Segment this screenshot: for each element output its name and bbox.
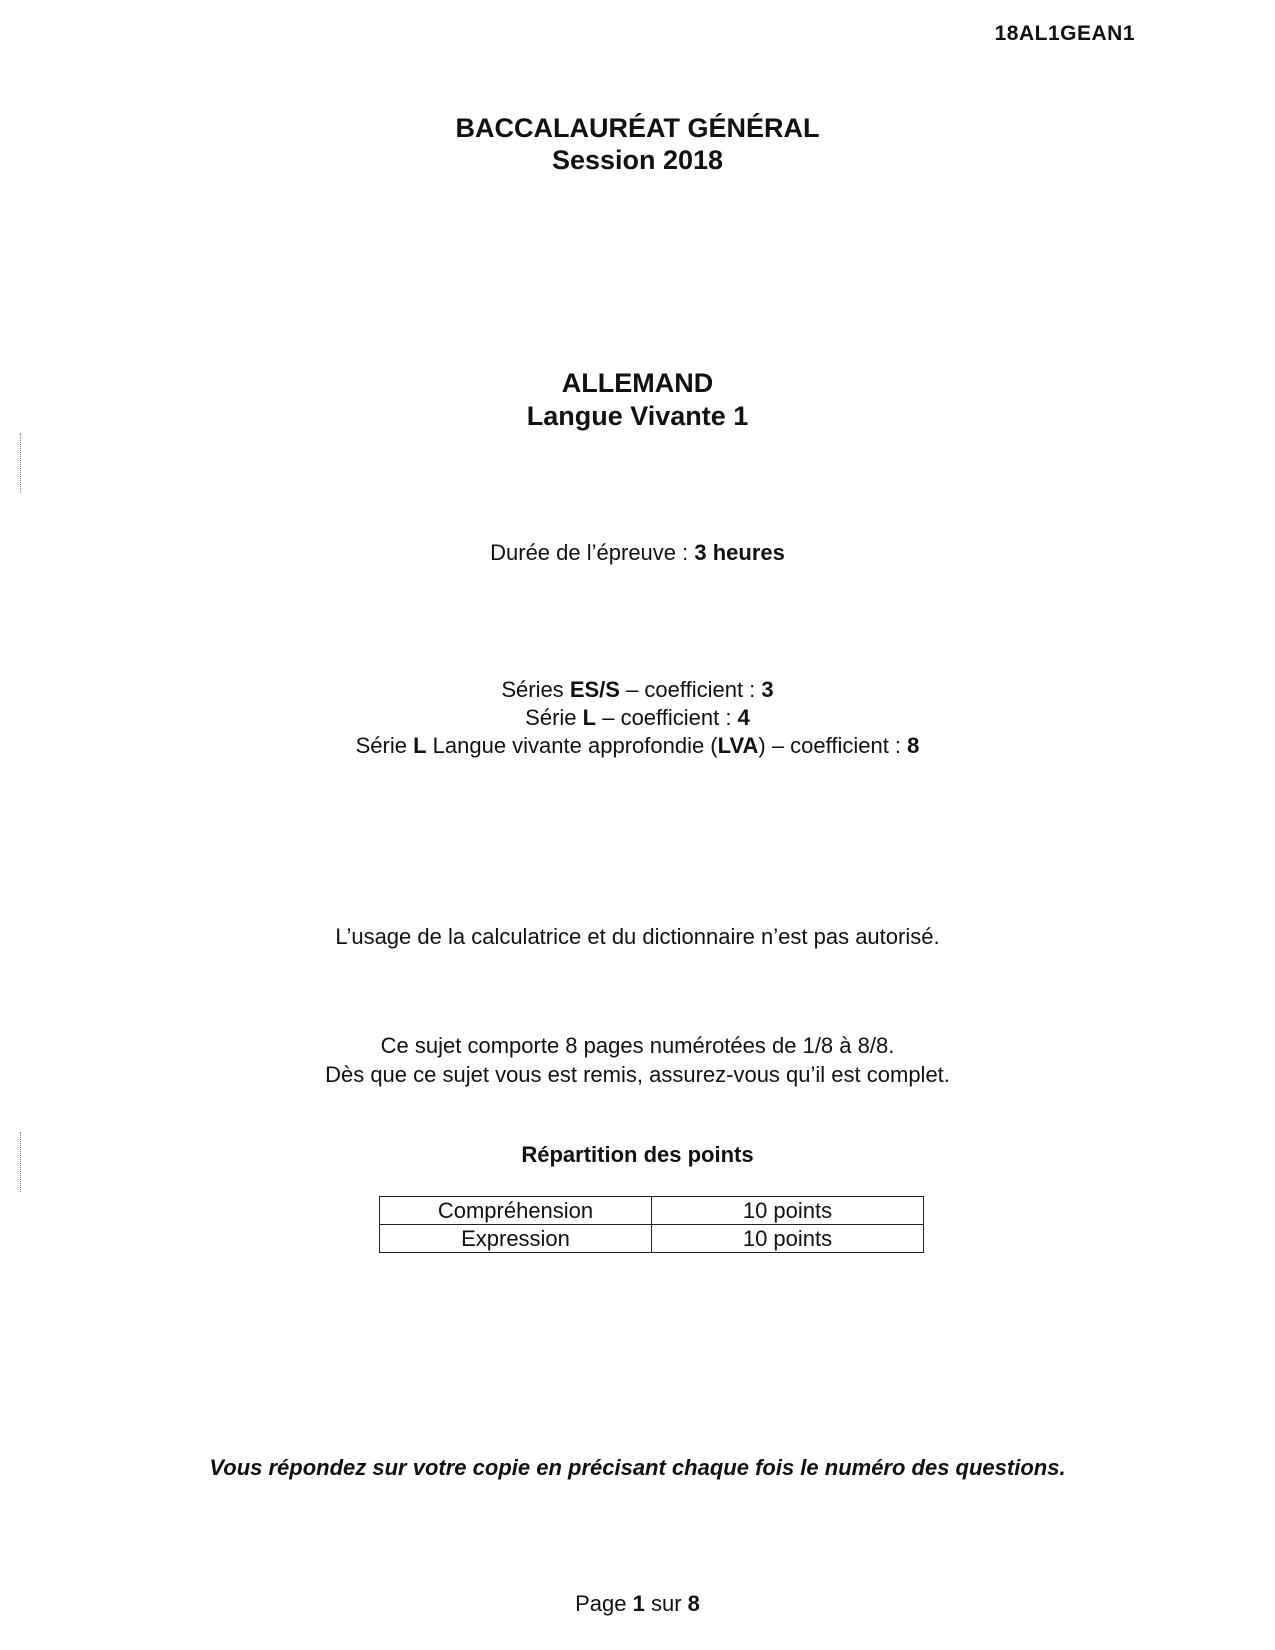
subject-name: ALLEMAND [561, 368, 714, 398]
coef-text: – coefficient : [596, 705, 738, 730]
points-value: 10 points [652, 1225, 924, 1253]
points-table-title: Répartition des points [521, 1142, 754, 1167]
points-value: 10 points [652, 1197, 924, 1225]
scan-margin-mark [20, 433, 22, 493]
calculator-notice: L’usage de la calculatrice et du dictionnaire n’est pas autorisé. [335, 924, 940, 949]
footer-text: Page [575, 1591, 633, 1616]
coef-series-lva: LVA [717, 733, 759, 758]
page-count-notice: Ce sujet comporte 8 pages numérotées de 1/8 à 8/8. [380, 1033, 895, 1058]
footer-text: sur [644, 1591, 688, 1616]
exam-session: Session 2018 [551, 145, 724, 175]
points-table [379, 1196, 924, 1253]
table-row [380, 1225, 924, 1253]
footer-page-number: 1 [632, 1591, 645, 1616]
coefficient-line [0, 705, 1275, 731]
table-row [380, 1197, 924, 1225]
coef-value: 8 [907, 733, 920, 758]
subject-level: Langue Vivante 1 [526, 401, 749, 431]
exam-title: BACCALAURÉAT GÉNÉRAL [455, 113, 820, 143]
document-code: 18AL1GEAN1 [994, 22, 1135, 45]
page-footer [0, 1591, 1275, 1617]
coef-series: ES/S [569, 677, 620, 702]
coef-text: Langue vivante approfondie ( [426, 733, 718, 758]
coef-text: ) – coefficient : [758, 733, 908, 758]
coefficient-line [0, 677, 1275, 703]
duration-value: 3 heures [694, 540, 785, 565]
coef-prefix: Série [525, 705, 583, 730]
coef-text: – coefficient : [619, 677, 762, 702]
coef-series: L [582, 705, 597, 730]
coef-prefix: Séries [501, 677, 570, 702]
scan-margin-mark [20, 1132, 22, 1192]
exam-duration [0, 540, 1275, 566]
points-label: Compréhension [380, 1197, 652, 1225]
answer-instruction: Vous répondez sur votre copie en précisant chaque fois le numéro des questions. [209, 1455, 1066, 1480]
coefficient-line [0, 733, 1275, 759]
coef-series: L [413, 733, 427, 758]
footer-page-total: 8 [687, 1591, 700, 1616]
duration-label: Durée de l’épreuve : [490, 540, 689, 565]
points-label: Expression [380, 1225, 652, 1253]
coef-value: 4 [737, 705, 750, 730]
coef-prefix: Série [355, 733, 414, 758]
coef-value: 3 [761, 677, 774, 702]
completeness-notice: Dès que ce sujet vous est remis, assurez-vous qu’il est complet. [325, 1062, 950, 1087]
